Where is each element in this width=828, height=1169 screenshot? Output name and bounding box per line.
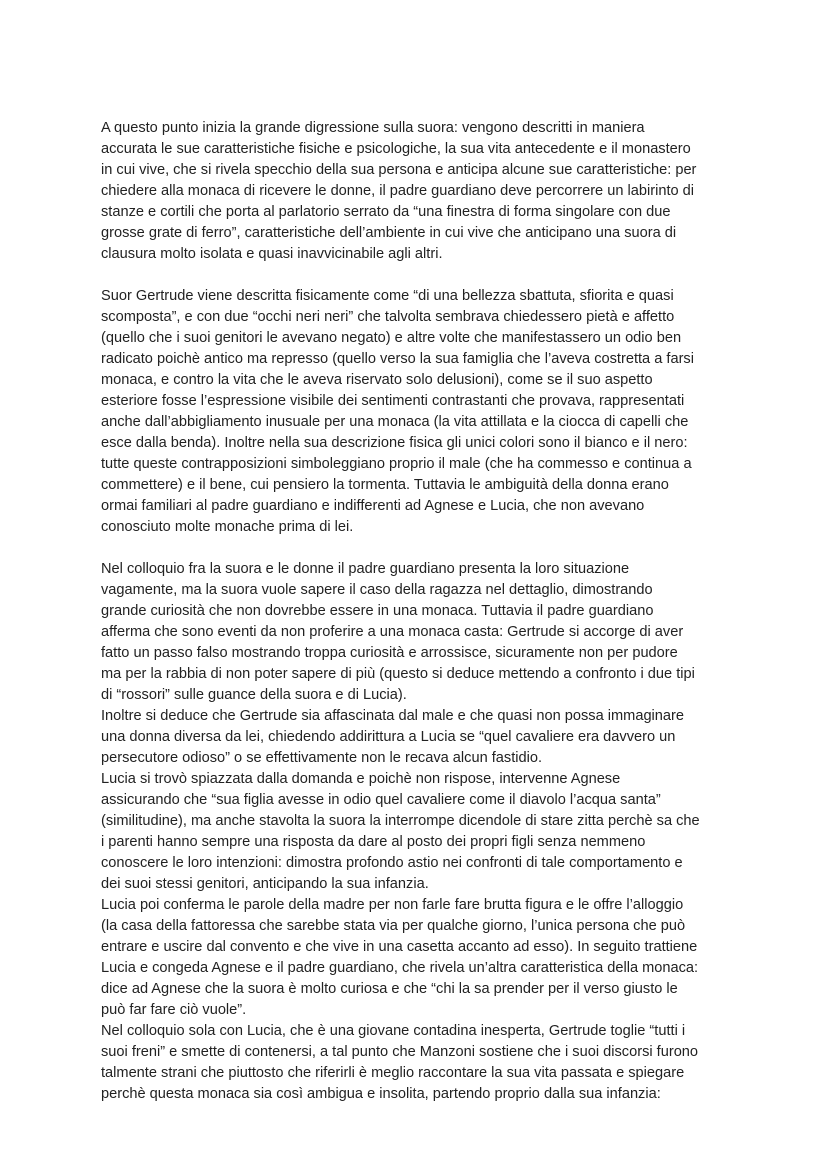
text-line: (quello che i suoi genitori le avevano negato) e altre volte che manifestassero un odio ben: [101, 330, 682, 346]
text-line: grande curiosità che non dovrebbe essere in una monaca. Tuttavia il padre guardiano: [101, 603, 654, 619]
paragraph: [101, 1021, 741, 1105]
text-line: chiedere alla monaca di ricevere le donne, il padre guardiano deve percorrere un labirinto di: [101, 183, 695, 199]
document-body: [101, 118, 741, 1105]
text-line: ma per la rabbia di non poter sapere di più (questo si deduce mettendo a confronto i due tipi: [101, 666, 695, 682]
text-line: esce dalla benda). Inoltre nella sua descrizione fisica gli unici colori sono il bianco e il nero:: [101, 435, 688, 451]
paragraph: [101, 706, 741, 769]
text-line: Suor Gertrude viene descritta fisicamente come “di una bellezza sbattuta, sfiorita e quasi: [101, 288, 674, 304]
text-line: tutte queste contrapposizioni simboleggiano proprio il male (che ha commesso e continua a: [101, 456, 692, 472]
text-line: radicato poichè antico ma represso (quello verso la sua famiglia che l’aveva costretta a farsi: [101, 351, 694, 367]
text-line: monaca, e contro la vita che le aveva riservato solo delusioni), come se il suo aspetto: [101, 372, 653, 388]
text-line: Inoltre si deduce che Gertrude sia affascinata dal male e che quasi non possa immaginare: [101, 708, 685, 724]
paragraph: [101, 769, 741, 895]
text-line: i parenti hanno sempre una risposta da dare al posto dei propri figli senza nemmeno: [101, 834, 646, 850]
text-line: suoi freni” e smette di contenersi, a tal punto che Manzoni sostiene che i suoi discorsi furono: [101, 1044, 699, 1060]
text-line: clausura molto isolata e quasi inavvicinabile agli altri.: [101, 246, 443, 262]
text-line: Lucia poi conferma le parole della madre per non farle fare brutta figura e le offre l’alloggio: [101, 897, 684, 913]
text-line: dei suoi stessi genitori, anticipando la sua infanzia.: [101, 876, 429, 892]
text-line: esteriore fosse l’espressione visibile dei sentimenti contrastanti che provava, rappresentati: [101, 393, 685, 409]
text-line: entrare e uscire dal convento e che vive in una casetta accanto ad esso). In seguito trattiene: [101, 939, 698, 955]
text-line: A questo punto inizia la grande digressione sulla suora: vengono descritti in maniera: [101, 120, 645, 136]
text-line: ormai familiari al padre guardiano e indifferenti ad Agnese e Lucia, che non avevano: [101, 498, 645, 514]
text-line: vagamente, ma la suora vuole sapere il caso della ragazza nel dettaglio, dimostrando: [101, 582, 653, 598]
paragraph: [101, 559, 741, 706]
paragraph: [101, 895, 741, 1021]
text-line: perchè questa monaca sia così ambigua e insolita, partendo proprio dalla sua infanzia:: [101, 1086, 661, 1102]
text-line: fatto un passo falso mostrando troppa curiosità e arrossisce, sicuramente non per pudore: [101, 645, 678, 661]
text-line: una donna diversa da lei, chiedendo addirittura a Lucia se “quel cavaliere era davvero un: [101, 729, 676, 745]
text-line: scomposta”, e con due “occhi neri neri” che talvolta sembrava chiedessero pietà e affetto: [101, 309, 675, 325]
text-line: afferma che sono eventi da non proferire a una monaca casta: Gertrude si accorge di aver: [101, 624, 684, 640]
text-line: commettere) e il bene, cui pensiero la tormenta. Tuttavia le ambiguità della donna erano: [101, 477, 669, 493]
text-line: persecutore odioso” o se effettivamente non le recava alcun fastidio.: [101, 750, 543, 766]
text-line: accurata le sue caratteristiche fisiche e psicologiche, la sua vita antecedente e il monastero: [101, 141, 691, 157]
text-line: (similitudine), ma anche stavolta la suora la interrompe dicendole di stare zitta perchè sa che: [101, 813, 700, 829]
text-line: Nel colloquio fra la suora e le donne il padre guardiano presenta la loro situazione: [101, 561, 630, 577]
text-line: stanze e cortili che porta al parlatorio serrato da “una finestra di forma singolare con due: [101, 204, 671, 220]
text-line: (la casa della fattoressa che sarebbe stata via per qualche giorno, l’unica persona che può: [101, 918, 686, 934]
text-line: in cui vive, che si rivela specchio della sua persona e anticipa alcune sue caratteristiche: per: [101, 162, 697, 178]
text-line: conoscere le loro intenzioni: dimostra profondo astio nei confronti di tale comportamento e: [101, 855, 683, 871]
text-line: Lucia si trovò spiazzata dalla domanda e poichè non rispose, intervenne Agnese: [101, 771, 621, 787]
text-line: assicurando che “sua figlia avesse in odio quel cavaliere come il diavolo l’acqua santa”: [101, 792, 661, 808]
paragraph: [101, 286, 741, 538]
text-line: dice ad Agnese che la suora è molto curiosa e che “chi la sa prender per il verso giusto le: [101, 981, 678, 997]
text-line: può far fare ciò vuole”.: [101, 1002, 247, 1018]
text-line: Nel colloquio sola con Lucia, che è una giovane contadina inesperta, Gertrude toglie “tutti i: [101, 1023, 686, 1039]
text-line: di “rossori” sulle guance della suora e di Lucia).: [101, 687, 407, 703]
text-line: talmente strani che piuttosto che riferirli è meglio raccontare la sua vita passata e spiegare: [101, 1065, 685, 1081]
text-line: Lucia e congeda Agnese e il padre guardiano, che rivela un’altra caratteristica della monaca:: [101, 960, 699, 976]
text-line: grosse grate di ferro”, caratteristiche dell’ambiente in cui vive che anticipano una suora di: [101, 225, 677, 241]
text-line: conosciuto molte monache prima di lei.: [101, 519, 354, 535]
paragraph: [101, 118, 741, 265]
text-line: anche dall’abbigliamento inusuale per una monaca (la vita attillata e la ciocca di capelli che: [101, 414, 689, 430]
